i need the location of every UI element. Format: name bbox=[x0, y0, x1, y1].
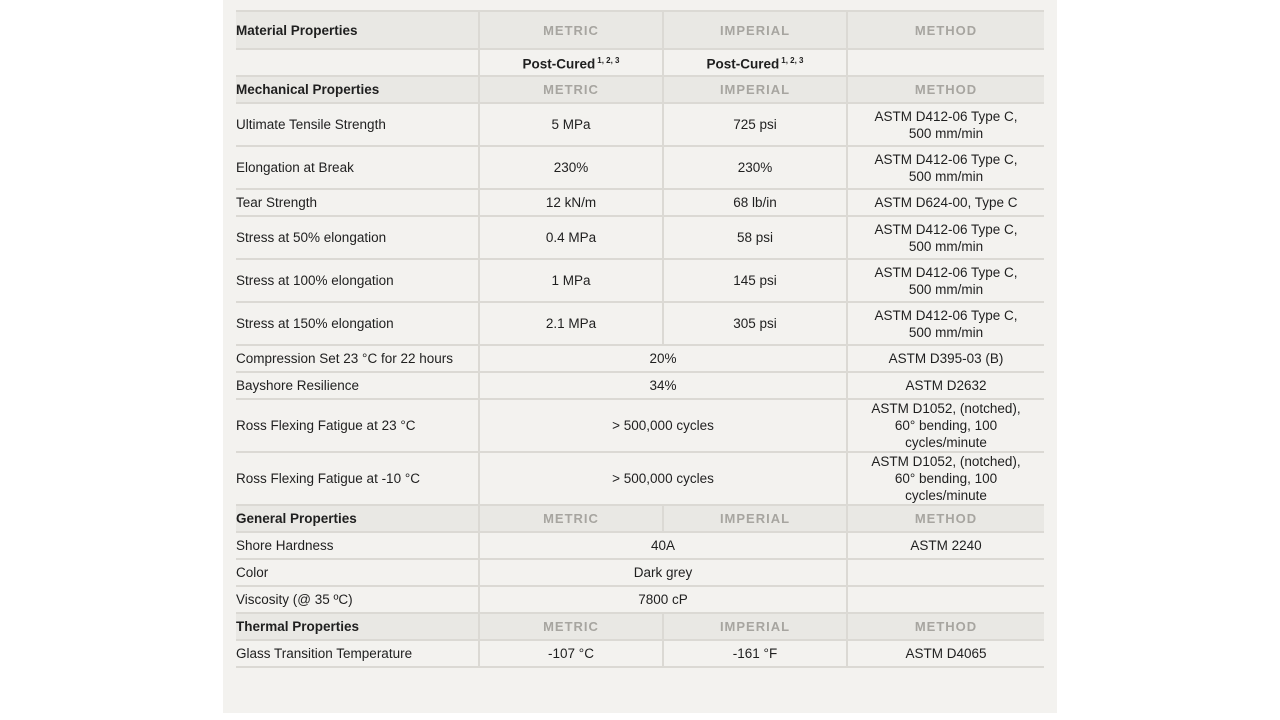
property-name: Elongation at Break bbox=[236, 146, 479, 189]
property-name: Tear Strength bbox=[236, 189, 479, 216]
property-name: Color bbox=[236, 559, 479, 586]
general-title: General Properties bbox=[236, 505, 479, 532]
imperial-column-header: IMPERIAL bbox=[663, 76, 847, 103]
property-name: Stress at 150% elongation bbox=[236, 302, 479, 345]
combined-value: > 500,000 cycles bbox=[479, 452, 847, 505]
table-row bbox=[236, 640, 1044, 667]
table-row bbox=[236, 452, 1044, 505]
post-cured-imperial: Post-Cured $^{1, 2, 3}$ bbox=[663, 49, 847, 76]
metric-column-header: METRIC bbox=[479, 505, 663, 532]
property-name: Compression Set 23 °C for 22 hours bbox=[236, 345, 479, 372]
post-cured-metric: Post-Cured $^{1, 2, 3}$ bbox=[479, 49, 663, 76]
combined-value: 34% bbox=[479, 372, 847, 399]
method-value: ASTM D395-03 (B) bbox=[847, 345, 1044, 372]
property-name: Stress at 100% elongation bbox=[236, 259, 479, 302]
metric-value: 0.4 MPa bbox=[479, 216, 663, 259]
table-row bbox=[236, 216, 1044, 259]
imperial-value: 230% bbox=[663, 146, 847, 189]
method-value: ASTM D412-06 Type C, 500 mm/min bbox=[847, 103, 1044, 146]
imperial-value: 305 psi bbox=[663, 302, 847, 345]
mechanical-title: Mechanical Properties bbox=[236, 76, 479, 103]
property-name: Viscosity (@ 35 ºC) bbox=[236, 586, 479, 613]
combined-value: 7800 cP bbox=[479, 586, 847, 613]
combined-value: 40A bbox=[479, 532, 847, 559]
properties-sheet bbox=[223, 0, 1057, 713]
property-name: Shore Hardness bbox=[236, 532, 479, 559]
method-value bbox=[847, 586, 1044, 613]
mechanical-header-row bbox=[236, 76, 1044, 103]
thermal-header-row bbox=[236, 613, 1044, 640]
method-value: ASTM D412-06 Type C, 500 mm/min bbox=[847, 259, 1044, 302]
method-column-header: METHOD bbox=[847, 505, 1044, 532]
table-row bbox=[236, 586, 1044, 613]
metric-value: 12 kN/m bbox=[479, 189, 663, 216]
empty-cell bbox=[847, 49, 1044, 76]
metric-column-header: METRIC bbox=[479, 11, 663, 49]
imperial-value: -161 °F bbox=[663, 640, 847, 667]
table-row bbox=[236, 372, 1044, 399]
property-name: Stress at 50% elongation bbox=[236, 216, 479, 259]
metric-value: 230% bbox=[479, 146, 663, 189]
method-value: ASTM D412-06 Type C, 500 mm/min bbox=[847, 302, 1044, 345]
imperial-value: 68 lb/in bbox=[663, 189, 847, 216]
general-header-row bbox=[236, 505, 1044, 532]
imperial-column-header: IMPERIAL bbox=[663, 613, 847, 640]
method-value: ASTM D4065 bbox=[847, 640, 1044, 667]
method-value: ASTM 2240 bbox=[847, 532, 1044, 559]
table-row bbox=[236, 345, 1044, 372]
material-title: Material Properties bbox=[236, 11, 479, 49]
method-value: ASTM D1052, (notched), 60° bending, 100 cycles/minute bbox=[847, 399, 1044, 452]
table-row bbox=[236, 399, 1044, 452]
metric-value: 5 MPa bbox=[479, 103, 663, 146]
metric-column-header: METRIC bbox=[479, 613, 663, 640]
combined-value: > 500,000 cycles bbox=[479, 399, 847, 452]
method-column-header: METHOD bbox=[847, 613, 1044, 640]
imperial-column-header: IMPERIAL bbox=[663, 11, 847, 49]
method-value: ASTM D624-00, Type C bbox=[847, 189, 1044, 216]
material-header-row bbox=[236, 11, 1044, 49]
imperial-value: 725 psi bbox=[663, 103, 847, 146]
property-name: Bayshore Resilience bbox=[236, 372, 479, 399]
metric-value: 2.1 MPa bbox=[479, 302, 663, 345]
method-column-header: METHOD bbox=[847, 76, 1044, 103]
table-row bbox=[236, 103, 1044, 146]
table-row bbox=[236, 559, 1044, 586]
combined-value: Dark grey bbox=[479, 559, 847, 586]
properties-table bbox=[236, 10, 1044, 668]
table-row bbox=[236, 146, 1044, 189]
metric-value: 1 MPa bbox=[479, 259, 663, 302]
empty-cell bbox=[236, 49, 479, 76]
combined-value: 20% bbox=[479, 345, 847, 372]
imperial-value: 145 psi bbox=[663, 259, 847, 302]
table-row bbox=[236, 302, 1044, 345]
property-name: Ultimate Tensile Strength bbox=[236, 103, 479, 146]
property-name: Glass Transition Temperature bbox=[236, 640, 479, 667]
property-name: Ross Flexing Fatigue at -10 °C bbox=[236, 452, 479, 505]
thermal-title: Thermal Properties bbox=[236, 613, 479, 640]
post-cured-row bbox=[236, 49, 1044, 76]
method-value: ASTM D2632 bbox=[847, 372, 1044, 399]
metric-value: -107 °C bbox=[479, 640, 663, 667]
property-name: Ross Flexing Fatigue at 23 °C bbox=[236, 399, 479, 452]
imperial-column-header: IMPERIAL bbox=[663, 505, 847, 532]
imperial-value: 58 psi bbox=[663, 216, 847, 259]
metric-column-header: METRIC bbox=[479, 76, 663, 103]
method-value: ASTM D412-06 Type C, 500 mm/min bbox=[847, 146, 1044, 189]
table-row bbox=[236, 532, 1044, 559]
method-column-header: METHOD bbox=[847, 11, 1044, 49]
table-row bbox=[236, 189, 1044, 216]
method-value: ASTM D1052, (notched), 60° bending, 100 cycles/minute bbox=[847, 452, 1044, 505]
method-value bbox=[847, 559, 1044, 586]
table-row bbox=[236, 259, 1044, 302]
method-value: ASTM D412-06 Type C, 500 mm/min bbox=[847, 216, 1044, 259]
